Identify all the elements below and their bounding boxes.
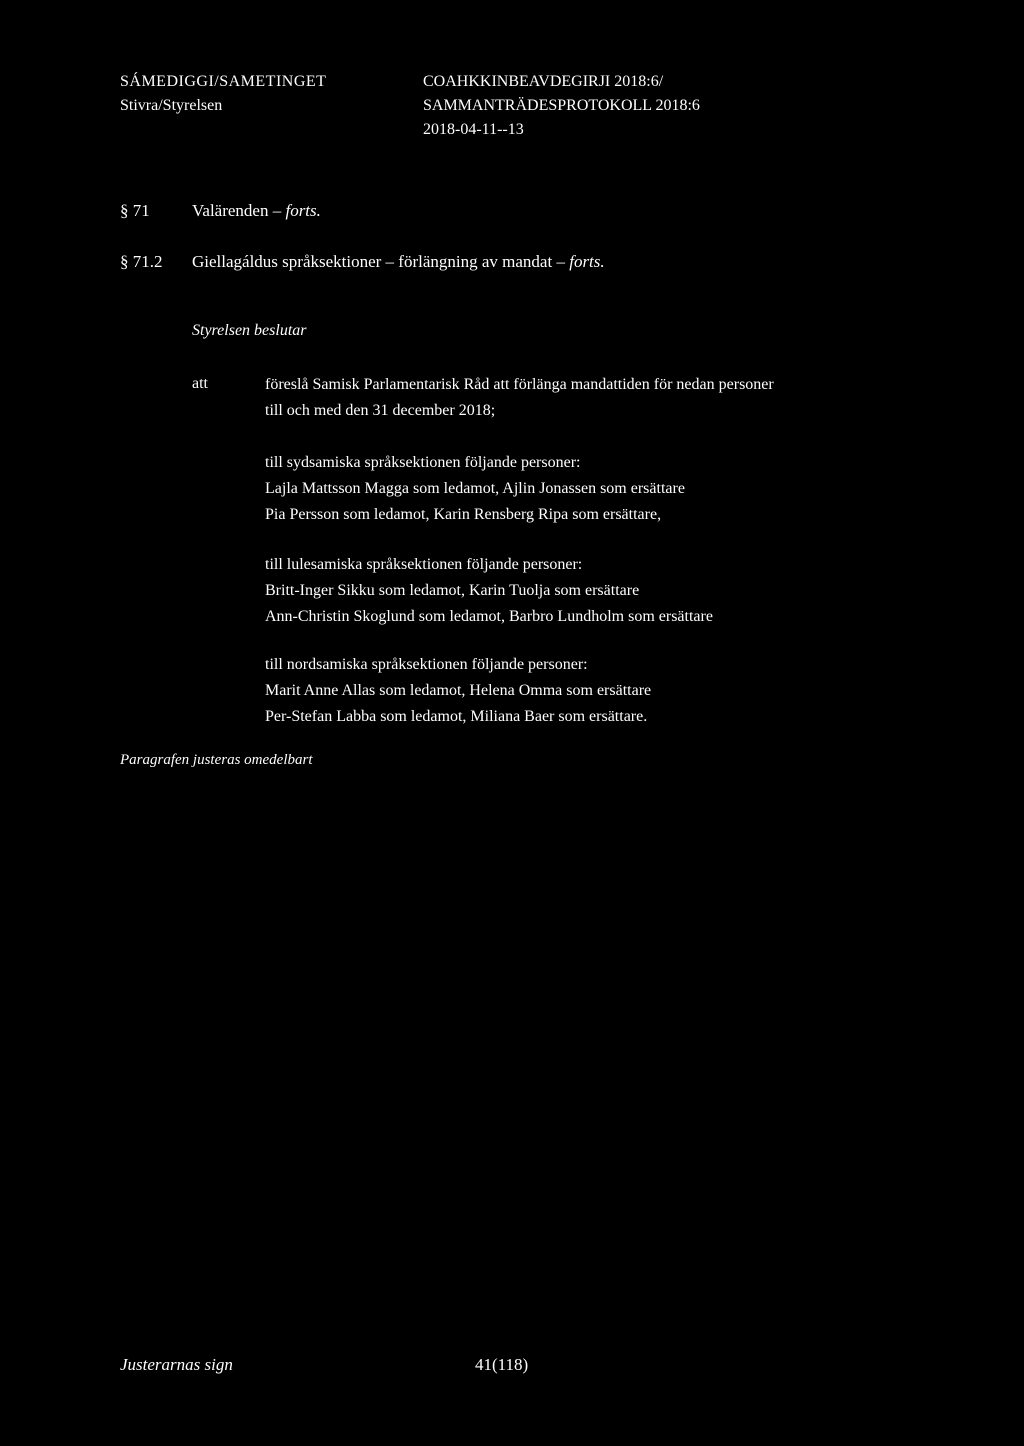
protocol-title-1: COAHKKINBEAVDEGIRJI 2018:6/ — [423, 73, 664, 90]
member-line: Ann-Christin Skoglund som ledamot, Barbro Lundholm som ersättare — [265, 608, 713, 625]
group-heading: till sydsamiska språksektionen följande personer: — [265, 454, 581, 471]
member-line: Britt-Inger Sikku som ledamot, Karin Tuolja som ersättare — [265, 582, 640, 599]
member-line: Lajla Mattsson Magga som ledamot, Ajlin Jonassen som ersättare — [265, 480, 685, 497]
group-lulesamiska — [265, 552, 713, 630]
header-left — [120, 70, 326, 118]
member-line: Pia Persson som ledamot, Karin Rensberg Ripa som ersättare, — [265, 506, 662, 523]
group-heading: till lulesamiska språksektionen följande personer: — [265, 556, 583, 573]
signature-label: Justerarnas sign — [120, 1355, 233, 1374]
decision-intro — [265, 372, 774, 424]
intro-line: föreslå Samisk Parlamentarisk Råd att förlänga mandattiden för nedan personer — [265, 376, 774, 393]
protocol-title-2: SAMMANTRÄDESPROTOKOLL 2018:6 — [423, 97, 700, 114]
section-number: § 71 — [120, 201, 150, 220]
group-nordsamiska — [265, 652, 651, 730]
paragraph-note: Paragrafen justeras omedelbart — [120, 752, 313, 768]
member-line: Per-Stefan Labba som ledamot, Miliana Baer som ersättare. — [265, 708, 648, 725]
subsection-title: Giellagáldus språksektioner – förlängning av mandat – — [192, 252, 565, 271]
decision-heading: Styrelsen beslutar — [192, 322, 307, 339]
organization-name: SÁMEDIGGI/SAMETINGET — [120, 73, 327, 90]
intro-line: till och med den 31 december 2018; — [265, 402, 496, 419]
group-heading: till nordsamiska språksektionen följande personer: — [265, 656, 588, 673]
board-name: Stivra/Styrelsen — [120, 97, 223, 114]
subsection-forts: forts. — [569, 252, 605, 271]
header-right — [423, 70, 700, 142]
meeting-dates: 2018-04-11--13 — [423, 121, 524, 138]
section-71-2-heading — [120, 252, 605, 272]
section-forts: forts. — [285, 201, 321, 220]
section-title: Valärenden – — [192, 201, 286, 220]
att-label: att — [192, 375, 208, 392]
member-line: Marit Anne Allas som ledamot, Helena Omma som ersättare — [265, 682, 652, 699]
subsection-number: § 71.2 — [120, 252, 163, 271]
page-number: 41(118) — [475, 1355, 529, 1374]
group-sydsamiska — [265, 450, 685, 528]
section-71-heading — [120, 201, 321, 221]
